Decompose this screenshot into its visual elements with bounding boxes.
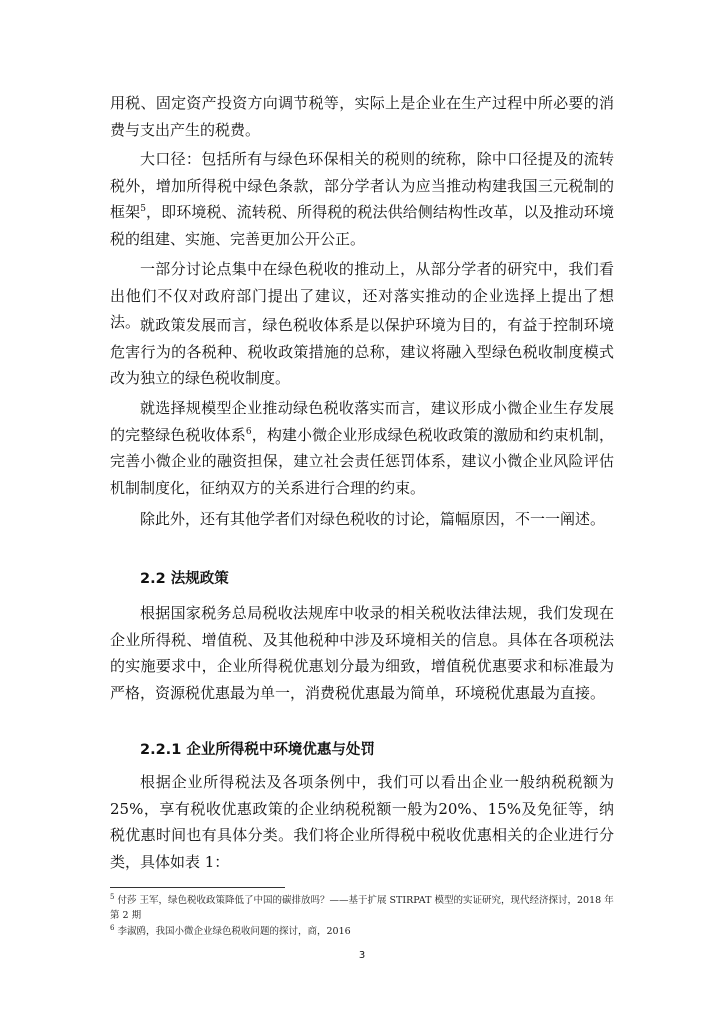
footnote-5: $^5$ 付莎 王军，绿色税收政策降低了中国的碳排放吗？——基于扩展 STIRPAT 模型的实证研究，现代经济探讨，2018 年第 2 期 xyxy=(110,892,614,921)
footnote-divider xyxy=(110,887,285,888)
paragraph-tax-scope-end: 用税、固定资产投资方向调节税等，实际上是企业在生产过程中所必要的消费与支出产生的税费。 xyxy=(110,94,614,139)
paragraph-corporate-income-tax: 根据企业所得税法及各项条例中，我们可以看出企业一般纳税税额为25%，享有税收优惠政策的企业纳税税额一般为20%、15%及免征等，纳税优惠时间也有具体分类。我们将企业所得税中税收优惠相关的企业进行分类，具体如表 1： xyxy=(110,773,614,871)
footnote-6: $^6$ 李淑鸥，我国小微企业绿色税收问题的探讨，商，2016 xyxy=(110,923,351,937)
paragraph-other-scholars: 除此外，还有其他学者们对绿色税收的讨论，篇幅原因，不一一阐述。 xyxy=(140,510,606,528)
footnote-ref-6[interactable]: 6 xyxy=(245,426,252,437)
paragraph-policy-development: 就政策发展而言，绿色税收体系是以保护环境为目的，有益于控制环境危害行为的各税种、税收政策措施的总称，建议将融入型绿色税收制度模式改为独立的绿色税收制度。 xyxy=(110,316,614,387)
paragraph-small-enterprises: 就选择规模型企业推动绿色税收落实而言，建议形成小微企业生存发展的完整绿色税收体系$^6$，构建小微企业形成绿色税收政策的激励和约束机制，完善小微企业的融资担保，建立社会责任惩罚体系，建议小微企业风险评估机制制度化，征纳双方的关系进行合理的约束。 xyxy=(110,399,614,497)
paragraph-broad-scope: 大口径：包括所有与绿色环保相关的税则的统称，除中口径提及的流转税外，增加所得税中绿色条款，部分学者认为应当推动构建我国三元税制的框架$^5$，即环境税、流转税、所得税的税法供给侧结构性改革，以及推动环境税的组建、实施、完善更加公开公正。 xyxy=(110,150,614,248)
paragraph-regulations: 根据国家税务总局税收法规库中收录的相关税收法律法规，我们发现在企业所得税、增值税、及其他税种中涉及环境相关的信息。具体在各项税法的实施要求中，企业所得税优惠划分最为细致，增值税优惠要求和标准最为严格，资源税优惠最为单一，消费税优惠最为简单，环境税优惠最为直接。 xyxy=(110,604,614,702)
footnote-ref-5[interactable]: 5 xyxy=(140,204,146,214)
page-number: 3 xyxy=(358,950,366,961)
section-heading-2-2-1: 2.2.1 企业所得税中环境优惠与处罚 xyxy=(140,742,375,758)
section-heading-2-2: 2.2 法规政策 xyxy=(140,571,229,587)
paragraph-green-tax-discussion: 一部分讨论点集中在绿色税收的推动上，从部分学者的研究中，我们看出他们不仅对政府部门提出了建议，还对落实推动的企业选择上提出了想法。 xyxy=(110,260,614,331)
